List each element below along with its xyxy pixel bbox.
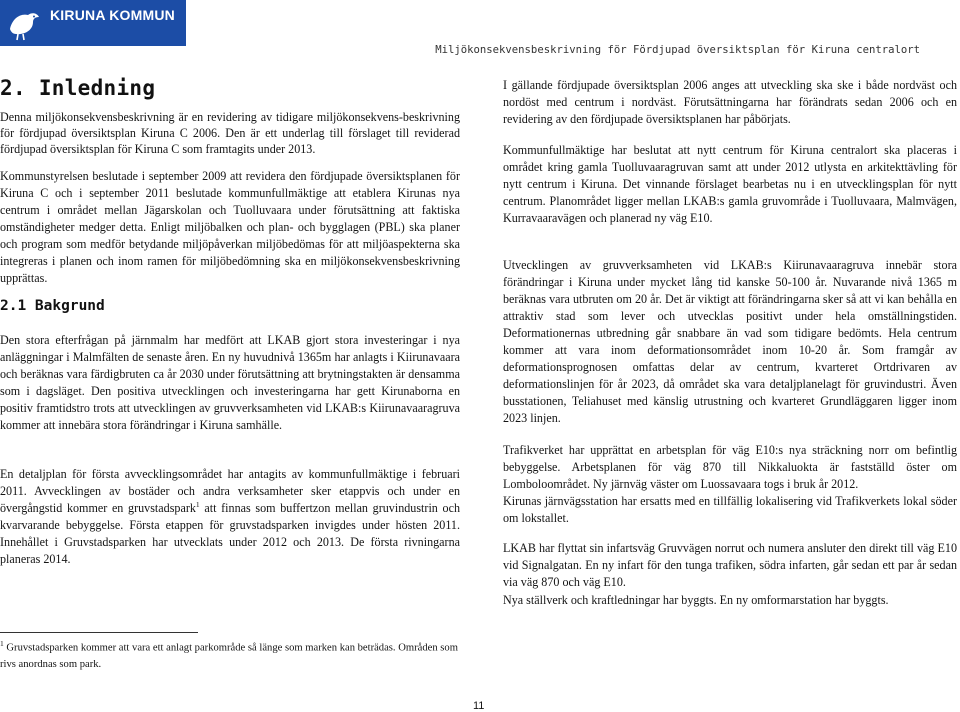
decision-paragraph: Kommunstyrelsen beslutade i september 2009 att revidera den fördjupade översiktsplanen för Kiruna C och i september 2011 beslutade kommunfullmäktige att etablera Kirunas nya centrum i området mellan Jägarskolan och Tuolluvaara under förutsättning att faktiska omständigheter medger detta. Enligt miljöbalken och plan- och bygglagen (PBL) ska planer och program som medför betydande miljöpåverkan miljöbedömas för att miljöaspekterna ska integreras i planen och inom ramen för miljöbedömning ska en miljökonsekvensbeskrivning upprättas. — [0, 169, 460, 285]
page-number: 11 — [473, 700, 485, 712]
right-paragraph-7: Nya ställverk och kraftledningar har byggts. En ny omformarstation har byggts. — [503, 593, 889, 607]
footnote-reference: 1 — [195, 499, 200, 509]
detailplan-paragraph — [0, 466, 460, 568]
organization-name: KIRUNA KOMMUN — [50, 7, 175, 23]
background-paragraph: Den stora efterfrågan på järnmalm har medfört att LKAB gjort stora investeringar i nya anläggningar i Malmfälten de senaste åren. En ny huvudnivå 1365m har anlagts i Kiirunavaara och beräknas vara färdigbruten ca år 2030 under förutsättning att brytningstakten är densamma som i dagsläget. Den positiva utvecklingen och investeringarna har gett Kirunaborna en positiv framtidstro trots att utvecklingen av gruvverksamheten vid LKAB:s Kiirunavaaragruva kommer att innebära stora förändringar i Kiruna samhälle. — [0, 333, 460, 432]
right-paragraph-6: LKAB har flyttat sin infartsväg Gruvvägen norrut och numera ansluter den direkt till väg E10 vid Signalgatan. En ny infart för den tunga trafiken, södra infarten, går sedan ett par år sedan via väg 870 och väg E10. — [503, 541, 957, 589]
right-paragraph-1: I gällande fördjupade översiktsplan 2006 anges att utveckling ska ske i både nordväst och nordöst med centrum i nordväst. Förutsättningarna har förändrats sedan 2006 och en revidering av den fördjupade översiktsplanen har påbörjats. — [503, 78, 957, 126]
kiruna-kommun-logo — [0, 0, 186, 46]
section-heading: 2. Inledning — [0, 76, 156, 100]
right-paragraph-2: Kommunfullmäktige har beslutat att nytt centrum för Kiruna centralort ska placeras i området kring gamla Tuolluvaaragruvan samt att under 2012 utlysta en arkitekttävling för nytt centrum i Kiruna. Det vinnande förslaget bearbetas nu i en utvecklingsplan för nytt centrum. Planområdet ligger mellan LKAB:s gamla gruvområde i Tuolluvaara, Malmvägen, Kurravaaravägen och planerad ny väg E10. — [503, 143, 957, 225]
intro-paragraph: Denna miljökonsekvensbeskrivning är en revidering av tidigare miljökonsekvens-beskrivning för fördjupad översiktsplan Kiruna C 2006. Den är ett underlag till förslaget till reviderad fördjupad översiktsplan för Kiruna C som framtagits under 2013. — [0, 110, 460, 157]
ptarmigan-emblem-icon — [4, 3, 44, 43]
subsection-heading: 2.1 Bakgrund — [0, 298, 105, 314]
document-title: Miljökonsekvensbeskrivning för Fördjupad översiktsplan för Kiruna centralort — [435, 44, 920, 56]
detailplan-text-continued: att finnas som buffertzon mellan gruvindustrin och kvarvarande bebyggelse. Första etappen för gruvstadsparken invigdes under hösten 2011. Innehållet i Gruvstadsparken har utvecklats under 2012 och 2013. De första rivningarna planeras 2014. — [0, 501, 461, 566]
footnote-text: Gruvstadsparken kommer att vara ett anlagt parkområde så länge som marken kan beträdas. Områden som rivs anordnas som park. — [0, 642, 458, 671]
right-paragraph-3: Utvecklingen av gruvverksamheten vid LKAB:s Kiirunavaaragruva innebär stora förändringar i Kiruna under mycket lång tid kanske 50-100 år. Nuvarande nivå 1365 m beräknas vara utbruten om 20 år. Det är viktigt att förändringarna sker så att vi kan behålla en attraktiv stad som lever och utvecklas positivt under hela omställningstiden. Deformationernas utbredning går snabbare än vad som tidigare bedömts. Hela centrum kommer att vara inom deformationsområdet inom 10-20 år. Som framgår av deformationsprognosen omfattas delar av centrum, kvarteret Ortdrivaren av deformationslinjen för år 2023, då området ska vara detaljplanelagt för gruvindustri. Även busstationen, Teliahuset med känslig utrustning och kvarteret Grundläggaren ligger inom 2023 linjen. — [503, 258, 957, 425]
footnote-number: 1 — [0, 639, 4, 648]
right-paragraph-5: Kirunas järnvägsstation har ersatts med en tillfällig lokalisering vid Trafikverkets lokal söder om lokstallet. — [503, 494, 957, 525]
footnote-divider — [0, 632, 198, 633]
footnote — [0, 636, 460, 674]
detailplan-text: En detaljplan för första avvecklingsområdet har antagits av kommunfullmäktige i februari 2011. Avvecklingen av bostäder och andra verksamheter sker etappvis och under en övergångstid kommer en gruvstadspark — [0, 467, 460, 515]
right-paragraph-4: Trafikverket har upprättat en arbetsplan för väg E10:s nya sträckning norr om befintlig bebyggelse. Arbetsplanen för väg 870 till Nikkaluokta är fastställd öster om Lomboloområdet. Ny järnväg väster om Luossavaara togs i bruk år 2012. — [503, 443, 957, 491]
